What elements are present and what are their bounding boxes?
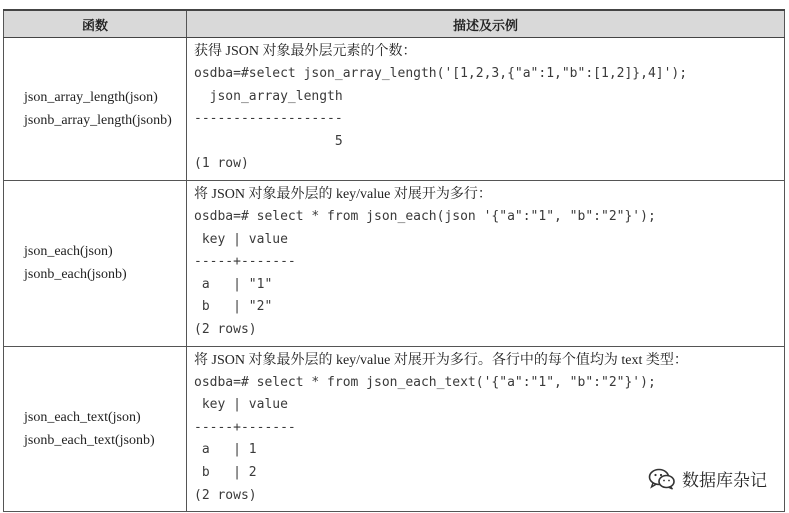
code-line: a | 1 [194, 442, 257, 458]
function-cell [4, 38, 187, 181]
code-line: osdba=# select * from json_each_text('{"a":"1", "b":"2"}'); [194, 374, 656, 390]
wechat-icon [648, 468, 676, 490]
function-cell [4, 346, 187, 512]
code-line: 5 [194, 133, 343, 149]
code-line: (2 rows) [194, 321, 257, 337]
code-line: json_array_length [194, 88, 343, 104]
header-description: 描述及示例 [187, 10, 785, 38]
code-line: osdba=# select * from json_each(json '{"a":"1", "b":"2"}'); [194, 209, 656, 224]
code-line: a | "1" [194, 276, 273, 292]
code-line: (1 row) [194, 156, 249, 172]
code-line: ------------------- [194, 111, 343, 127]
watermark [648, 466, 767, 491]
code-line: key | value [194, 397, 288, 413]
watermark-text: 数据库杂记 [682, 471, 767, 491]
description-title: 将 JSON 对象最外层的 key/value 对展开为多行。各行中的每个值均为 text 类型： [194, 352, 688, 368]
table-row [4, 38, 785, 181]
code-line: -----+------- [194, 254, 296, 270]
function-name: jsonb_each(jsonb) [24, 267, 127, 283]
function-cell [4, 181, 187, 347]
code-line: osdba=#select json_array_length('[1,2,3,{"a":1,"b":[1,2]},4]'); [194, 66, 688, 81]
function-name: json_each_text(json) [24, 409, 141, 425]
description-title: 获得 JSON 对象最外层元素的个数： [194, 44, 417, 59]
code-line: (2 rows) [194, 487, 257, 503]
description-cell [187, 181, 785, 347]
function-name: jsonb_each_text(jsonb) [24, 432, 155, 448]
function-name: json_each(json) [24, 244, 113, 260]
function-table [3, 9, 785, 512]
code-line: -----+------- [194, 419, 296, 435]
header-row [4, 10, 785, 38]
header-function: 函数 [4, 10, 187, 38]
description-cell [187, 38, 785, 181]
code-line: b | 2 [194, 464, 257, 480]
code-line: b | "2" [194, 299, 273, 315]
function-name: json_array_length(json) [24, 90, 158, 105]
table-row [4, 181, 785, 347]
code-line: key | value [194, 231, 288, 247]
description-title: 将 JSON 对象最外层的 key/value 对展开为多行： [194, 187, 492, 202]
function-name: jsonb_array_length(jsonb) [24, 113, 172, 128]
